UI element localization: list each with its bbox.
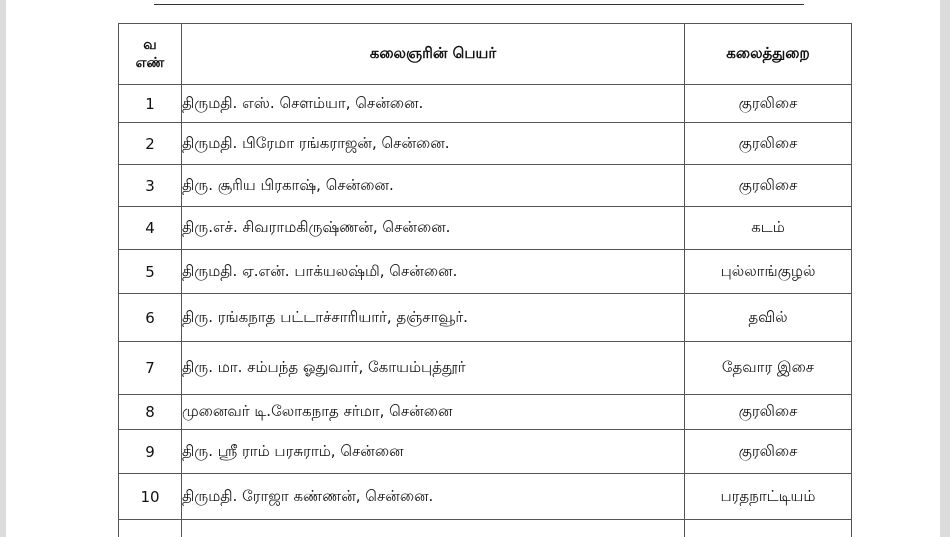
header-serial-number — [119, 24, 182, 85]
row-artist-name: திரு. சூரிய பிரகாஷ், சென்னை. — [182, 165, 685, 207]
row-art-field: குரலிசை — [685, 430, 852, 474]
row-artist-name: திரு. ரங்கநாத பட்டாச்சாரியார், தஞ்சாவூர். — [182, 294, 685, 342]
table-row — [119, 165, 852, 207]
table-row — [119, 342, 852, 395]
table-row — [119, 123, 852, 165]
row-art-field: பரதநாட்டியம் — [685, 474, 852, 520]
row-art-field: குரலிசை — [685, 123, 852, 165]
row-art-field: தவில் — [685, 294, 852, 342]
table-row — [119, 250, 852, 294]
row-serial: 10 — [119, 474, 182, 520]
row-serial: 5 — [119, 250, 182, 294]
row-artist-name: திருமதி. ரோஜா கண்ணன், சென்னை. — [182, 474, 685, 520]
row-serial: 3 — [119, 165, 182, 207]
row-serial: 9 — [119, 430, 182, 474]
header-serial-line1: வ — [143, 37, 157, 53]
row-artist-name: முனைவர் டி.லோகநாத சர்மா, சென்னை — [182, 395, 685, 430]
row-artist-name: திருமதி. ஏ.என். பாக்யலஷ்மி, சென்னை. — [182, 250, 685, 294]
table-row — [119, 474, 852, 520]
row-artist-name: திருமதி. எஸ். சௌம்யா, சென்னை. — [182, 85, 685, 123]
document-page — [6, 0, 940, 537]
row-artist-name — [182, 520, 685, 537]
header-artist-name: கலைஞரின் பெயர் — [182, 24, 685, 85]
header-art-field: கலைத்துறை — [685, 24, 852, 85]
table-row-cropped — [119, 520, 852, 537]
table-row — [119, 430, 852, 474]
row-art-field: குரலிசை — [685, 165, 852, 207]
row-art-field: தேவார இசை — [685, 342, 852, 395]
cropped-heading-underline — [154, 0, 804, 5]
awardees-table — [118, 23, 852, 537]
row-serial: 2 — [119, 123, 182, 165]
row-art-field: கடம் — [685, 207, 852, 250]
table-row — [119, 294, 852, 342]
row-artist-name: திரு. ஸ்ரீ ராம் பரசுராம், சென்னை — [182, 430, 685, 474]
row-serial: 7 — [119, 342, 182, 395]
row-serial: 1 — [119, 85, 182, 123]
row-artist-name: திரு. மா. சம்பந்த ஓதுவார், கோயம்புத்தூர் — [182, 342, 685, 395]
row-serial: 8 — [119, 395, 182, 430]
table-row — [119, 85, 852, 123]
row-artist-name: திருமதி. பிரேமா ரங்கராஜன், சென்னை. — [182, 123, 685, 165]
table-header-row — [119, 24, 852, 85]
row-art-field: குரலிசை — [685, 395, 852, 430]
header-serial-line2: எண் — [135, 55, 165, 71]
row-artist-name: திரு.எச். சிவராமகிருஷ்ணன், சென்னை. — [182, 207, 685, 250]
table-row — [119, 395, 852, 430]
table-row — [119, 207, 852, 250]
row-art-field: குரலிசை — [685, 85, 852, 123]
row-serial — [119, 520, 182, 537]
row-art-field — [685, 520, 852, 537]
row-serial: 4 — [119, 207, 182, 250]
row-serial: 6 — [119, 294, 182, 342]
row-art-field: புல்லாங்குழல் — [685, 250, 852, 294]
